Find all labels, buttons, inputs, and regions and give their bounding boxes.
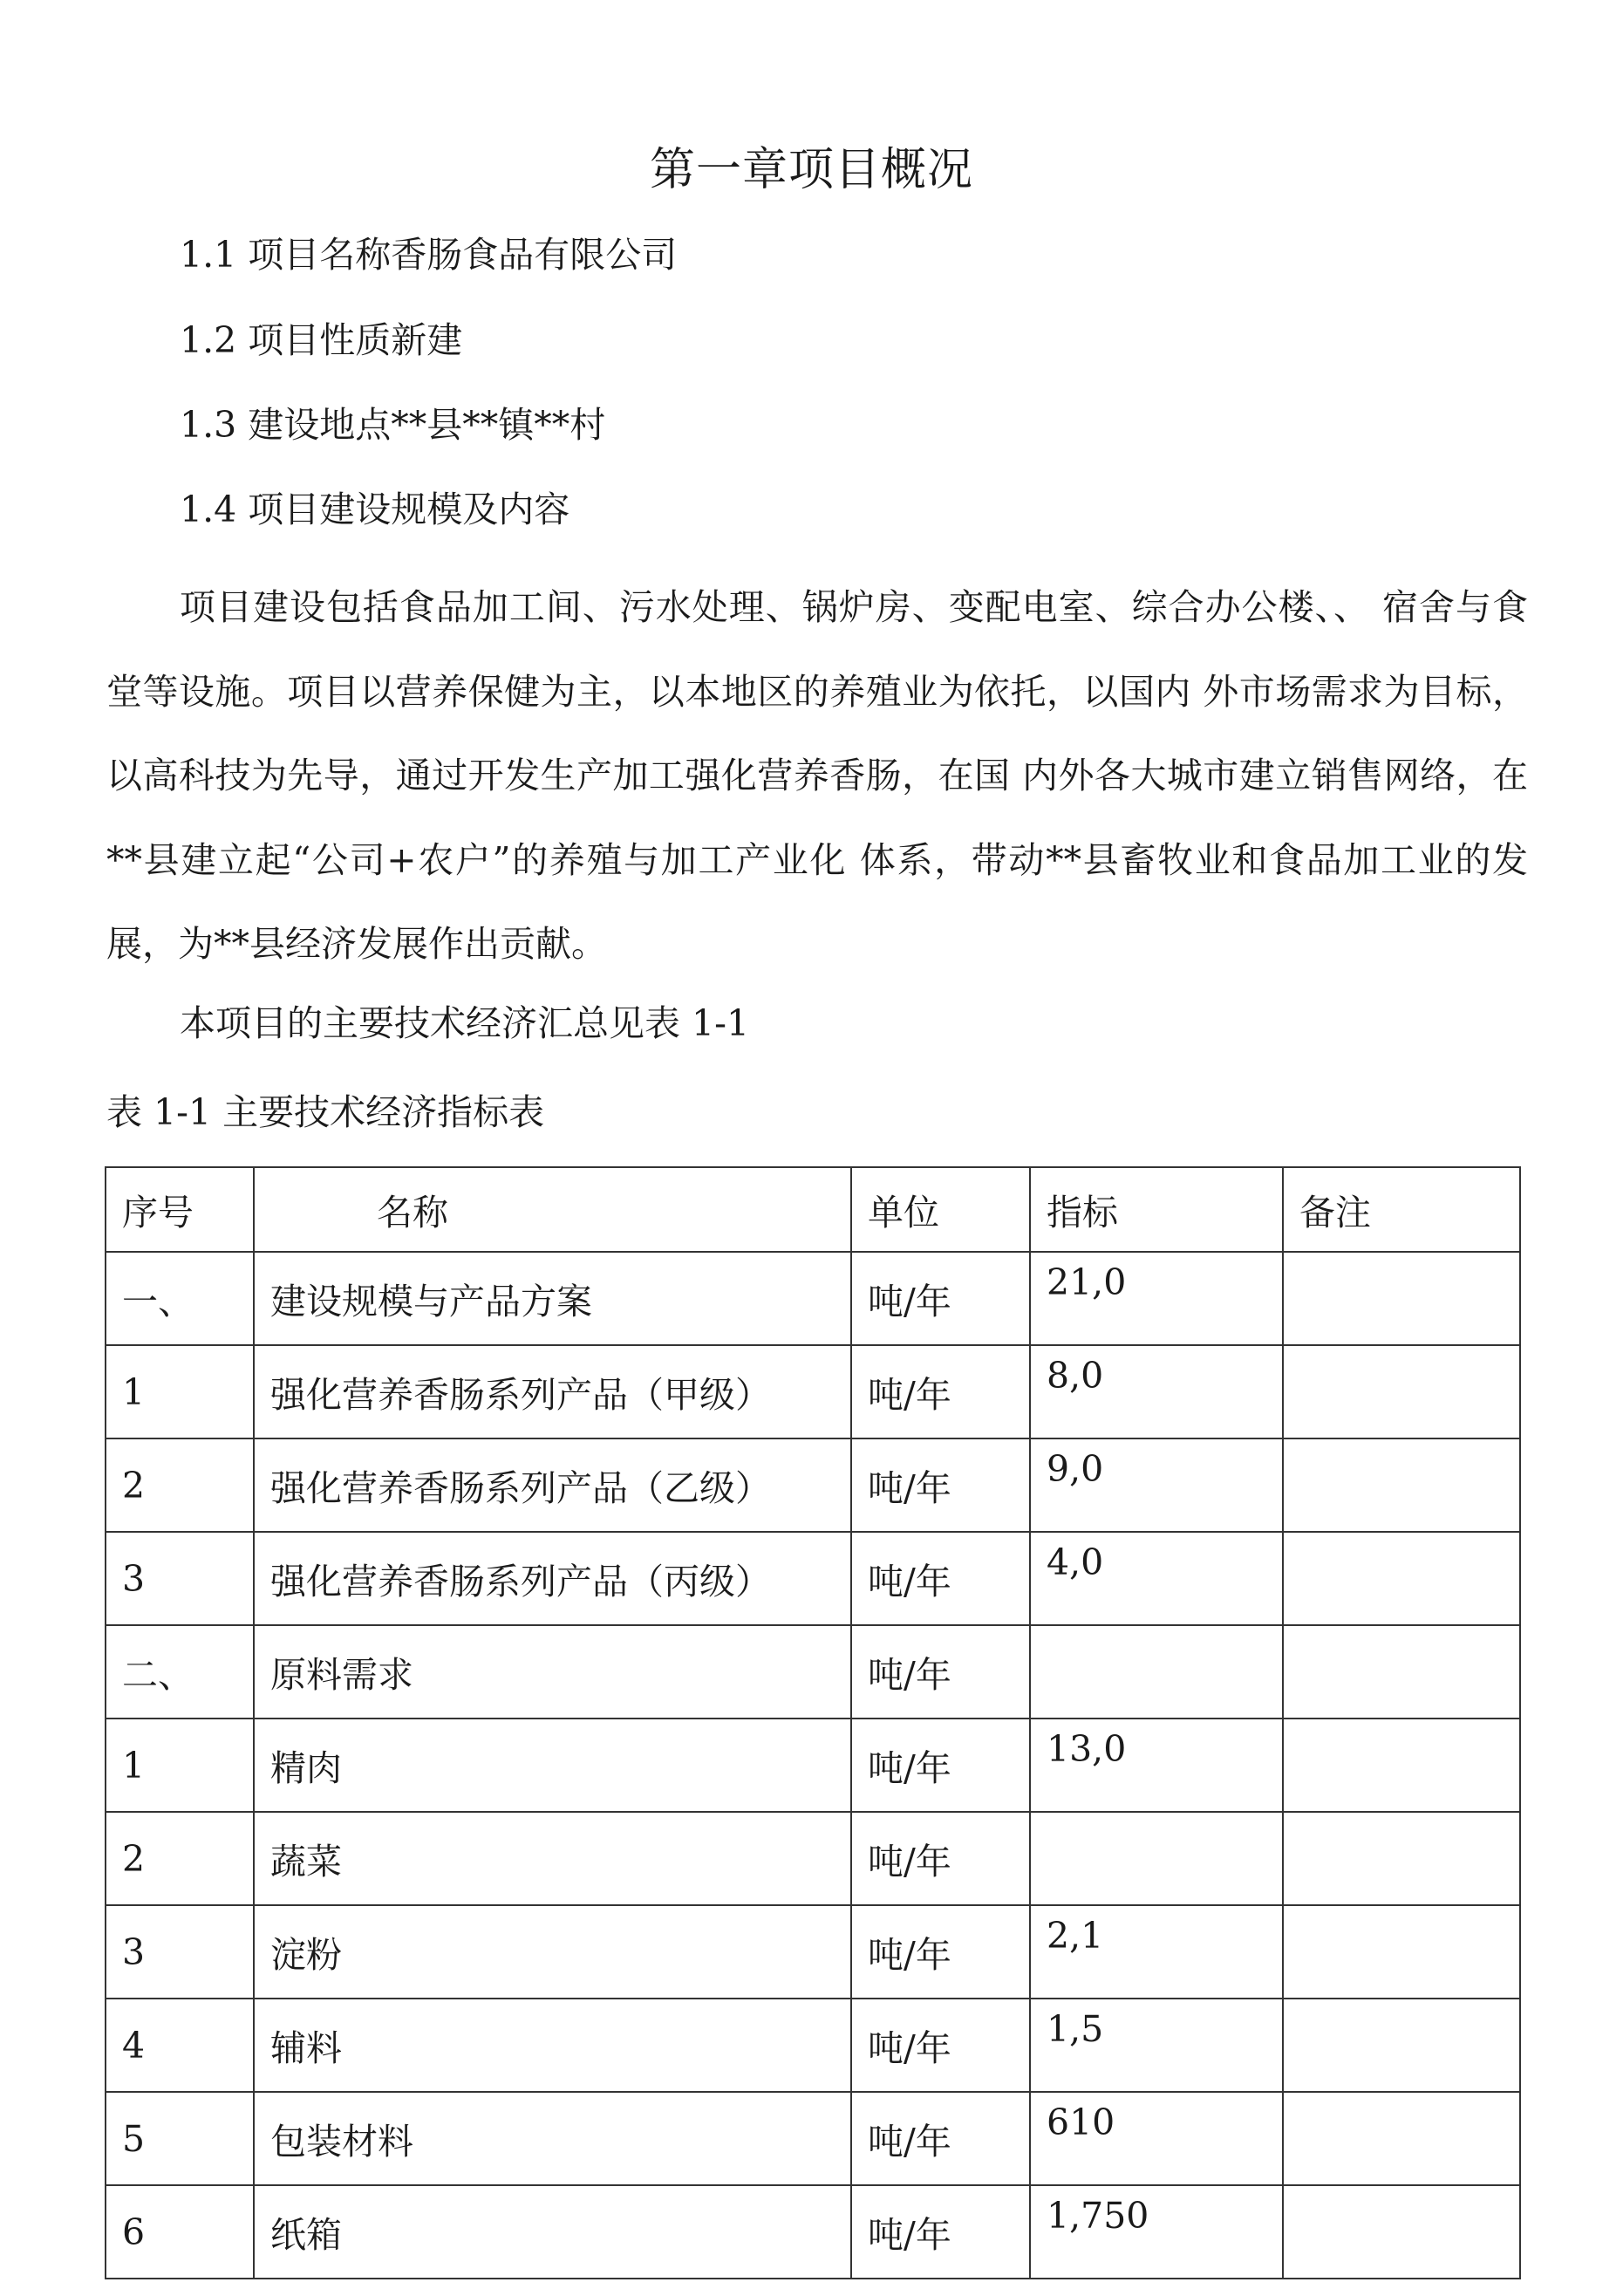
- header-unit: 单位: [851, 1167, 1030, 1252]
- cell-no: 6: [106, 2185, 254, 2279]
- cell-no: 1: [106, 1719, 254, 1812]
- cell-unit: 吨/年: [851, 1532, 1030, 1625]
- cell-remark: [1283, 1719, 1520, 1812]
- cell-unit: 吨/年: [851, 1719, 1030, 1812]
- cell-remark: [1283, 1532, 1520, 1625]
- cell-no: 5: [106, 2092, 254, 2185]
- table-row: [106, 2092, 1520, 2185]
- header-name: 名称: [254, 1167, 851, 1252]
- cell-name: 精肉: [254, 1719, 851, 1812]
- cell-remark: [1283, 2185, 1520, 2279]
- cell-unit: 吨/年: [851, 2092, 1030, 2185]
- table-row: [106, 1532, 1520, 1625]
- cell-unit: 吨/年: [851, 1625, 1030, 1719]
- cell-remark: [1283, 1905, 1520, 1999]
- cell-no: 1: [106, 1345, 254, 1438]
- cell-name: 建设规模与产品方案: [254, 1252, 851, 1345]
- table-header-row: [106, 1167, 1520, 1252]
- cell-name: 纸箱: [254, 2185, 851, 2279]
- table-caption: 表 1-1 主要技术经济指标表: [106, 1091, 545, 1133]
- cell-unit: 吨/年: [851, 1345, 1030, 1438]
- cell-value: 8,0: [1030, 1345, 1283, 1438]
- chapter-title: 第一章项目概况: [649, 144, 973, 196]
- cell-no: 2: [106, 1438, 254, 1532]
- summary-line: 本项目的主要技术经济汇总见表 1-1: [180, 1002, 750, 1044]
- cell-value: 2,1: [1030, 1905, 1283, 1999]
- section-location: 1.3 建设地点**县**镇**村: [180, 404, 606, 446]
- header-remark: 备注: [1283, 1167, 1520, 1252]
- cell-remark: [1283, 1999, 1520, 2092]
- cell-value: 9,0: [1030, 1438, 1283, 1532]
- cell-remark: [1283, 1252, 1520, 1345]
- cell-name: 包装材料: [254, 2092, 851, 2185]
- table-row: [106, 1999, 1520, 2092]
- cell-name: 强化营养香肠系列产品（乙级）: [254, 1438, 851, 1532]
- cell-name: 淀粉: [254, 1905, 851, 1999]
- cell-value: [1030, 1812, 1283, 1905]
- cell-value: 21,0: [1030, 1252, 1283, 1345]
- cell-remark: [1283, 2092, 1520, 2185]
- cell-unit: 吨/年: [851, 1905, 1030, 1999]
- table-row: [106, 1812, 1520, 1905]
- cell-value: 1,750: [1030, 2185, 1283, 2279]
- cell-remark: [1283, 1625, 1520, 1719]
- cell-value: 13,0: [1030, 1719, 1283, 1812]
- cell-unit: 吨/年: [851, 1252, 1030, 1345]
- cell-no: 3: [106, 1532, 254, 1625]
- header-value: 指标: [1030, 1167, 1283, 1252]
- cell-value: 4,0: [1030, 1532, 1283, 1625]
- cell-value: 610: [1030, 2092, 1283, 2185]
- cell-name: 强化营养香肠系列产品（丙级）: [254, 1532, 851, 1625]
- cell-name: 辅料: [254, 1999, 851, 2092]
- cell-no: 二、: [106, 1625, 254, 1719]
- cell-remark: [1283, 1438, 1520, 1532]
- table-row: [106, 1345, 1520, 1438]
- cell-unit: 吨/年: [851, 2185, 1030, 2279]
- cell-no: 3: [106, 1905, 254, 1999]
- header-no: 序号: [106, 1167, 254, 1252]
- cell-unit: 吨/年: [851, 1438, 1030, 1532]
- section-project-name: 1.1 项目名称香肠食品有限公司: [180, 234, 678, 276]
- table-row: [106, 1719, 1520, 1812]
- table-row: [106, 1252, 1520, 1345]
- cell-no: 2: [106, 1812, 254, 1905]
- cell-name: 强化营养香肠系列产品（甲级）: [254, 1345, 851, 1438]
- cell-value: 1,5: [1030, 1999, 1283, 2092]
- table-row: [106, 1438, 1520, 1532]
- cell-name: 蔬菜: [254, 1812, 851, 1905]
- tech-economic-indicator-table: [105, 1166, 1521, 2279]
- table-row: [106, 1905, 1520, 1999]
- cell-remark: [1283, 1812, 1520, 1905]
- cell-no: 一、: [106, 1252, 254, 1345]
- cell-name: 原料需求: [254, 1625, 851, 1719]
- cell-no: 4: [106, 1999, 254, 2092]
- cell-remark: [1283, 1345, 1520, 1438]
- project-description-paragraph: 项目建设包括食品加工间、污水处理、锅炉房、变配电室、综合办公楼、、 宿舍与食堂等设施。项目以营养保健为主，以本地区的养殖业为依托，以国内 外市场需求为目标，以高科技为先导，通过开发生产加工强化营养香肠，在国 内外各大城市建立销售网络，在**县建立起“公司+农户”的养殖与加工产业化 体系，带动**县畜牧业和食品加工业的发展，为**县经济发展作出贡献。: [106, 586, 1528, 965]
- cell-value: [1030, 1625, 1283, 1719]
- cell-unit: 吨/年: [851, 1812, 1030, 1905]
- table-row: [106, 1625, 1520, 1719]
- section-project-nature: 1.2 项目性质新建: [180, 319, 463, 361]
- table-row: [106, 2185, 1520, 2279]
- cell-unit: 吨/年: [851, 1999, 1030, 2092]
- section-scale-content: 1.4 项目建设规模及内容: [180, 489, 570, 530]
